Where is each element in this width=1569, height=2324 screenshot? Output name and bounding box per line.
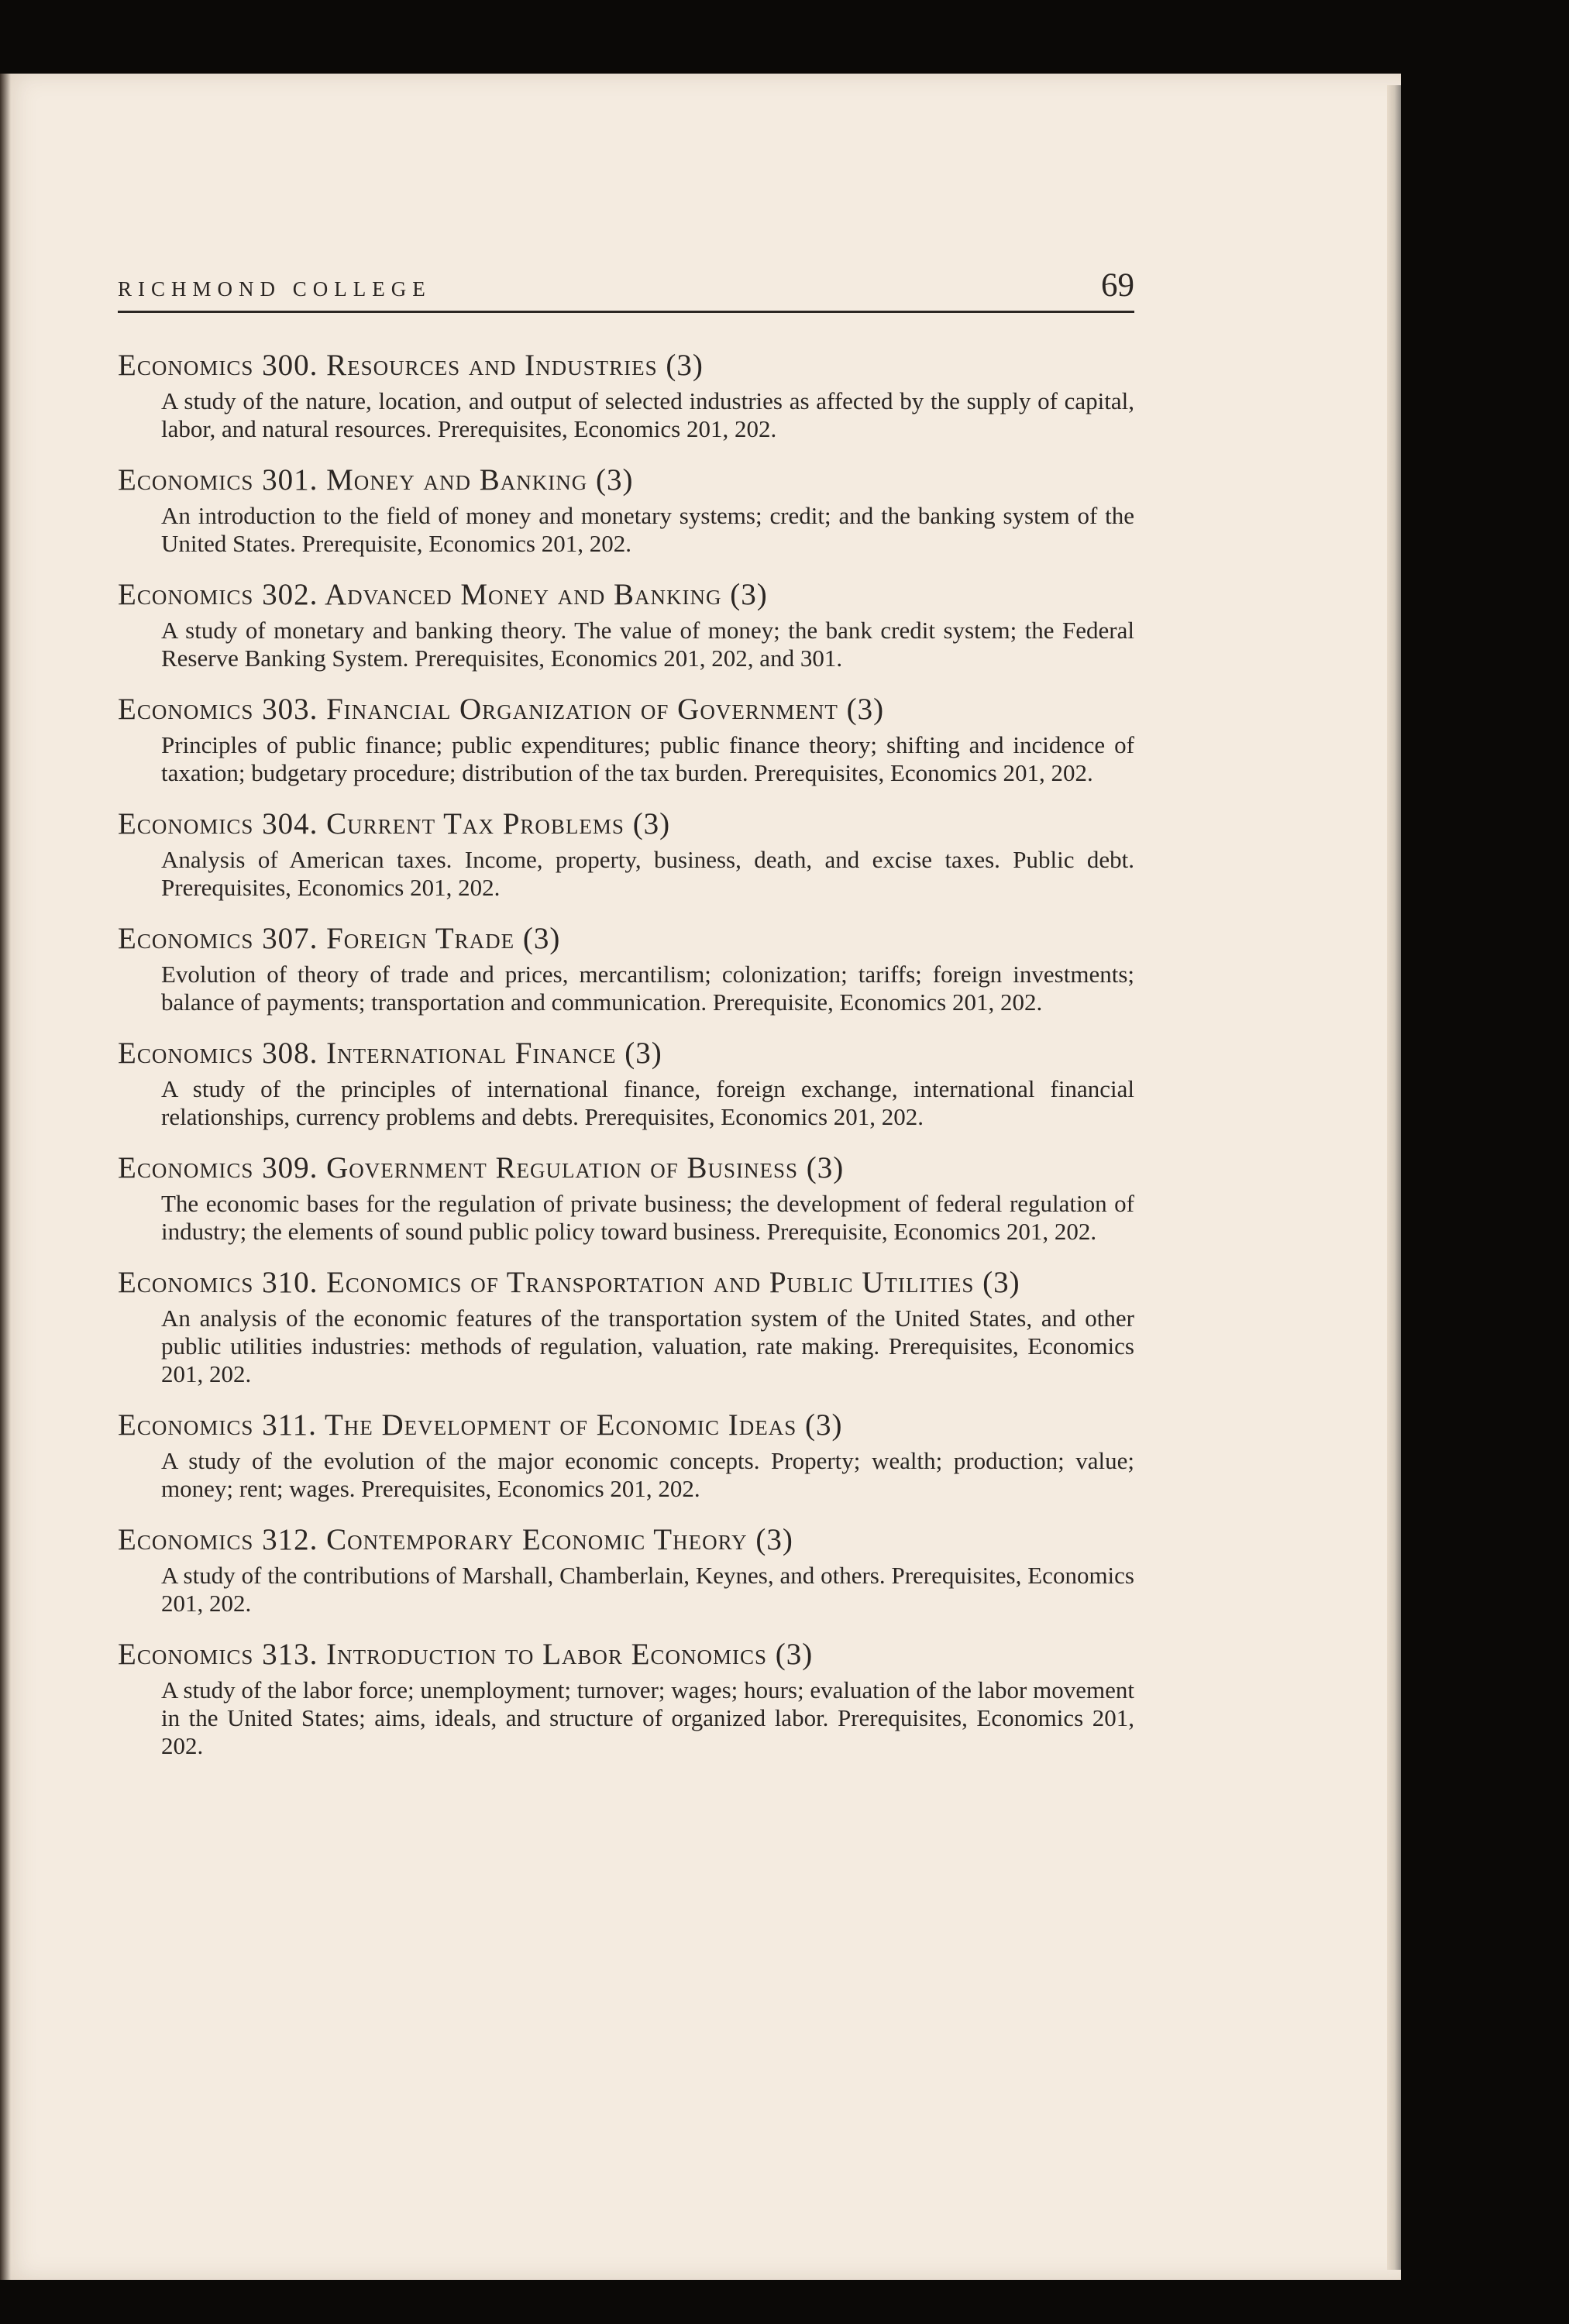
course-description: An introduction to the field of money and monetary systems; credit; and the banking system of the United States. Prerequisite, Economics 201, 202. xyxy=(161,502,1134,557)
course-title: Economics 302. Advanced Money and Banking (3) xyxy=(118,578,768,611)
course-entry xyxy=(118,1261,1134,1388)
course-description: A study of the contributions of Marshall, Chamberlain, Keynes, and others. Prerequisites, Economics 201, 202. xyxy=(161,1562,1134,1617)
running-header xyxy=(118,260,1134,313)
page-number: 69 xyxy=(1101,267,1134,304)
course-description: An analysis of the economic features of the transportation system of the United States, and other public utilities industries: methods of regulation, valuation, rate making. Prerequisites, Economics 201, 202. xyxy=(161,1305,1134,1387)
course-description: Principles of public finance; public expenditures; public finance theory; shifting and incidence of taxation; budgetary procedure; distribution of the tax burden. Prerequisites, Economics 201, 202. xyxy=(161,731,1134,786)
course-list xyxy=(118,344,1134,1760)
course-description: A study of monetary and banking theory. The value of money; the bank credit system; the Federal Reserve Banking System. Prerequisites, Economics 201, 202, and 301. xyxy=(161,617,1134,672)
course-entry xyxy=(118,1032,1134,1131)
course-entry xyxy=(118,917,1134,1016)
course-entry xyxy=(118,803,1134,902)
page-edge xyxy=(1387,85,1401,2270)
college-name: RICHMOND COLLEGE xyxy=(118,277,432,301)
course-title: Economics 310. Economics of Transportation and Public Utilities (3) xyxy=(118,1266,1020,1299)
course-title: Economics 307. Foreign Trade (3) xyxy=(118,922,561,955)
gutter-shadow xyxy=(0,74,11,2280)
course-title: Economics 308. International Finance (3) xyxy=(118,1037,662,1070)
course-entry xyxy=(118,459,1134,558)
course-entry xyxy=(118,1404,1134,1503)
course-entry xyxy=(118,1633,1134,1760)
course-description: A study of the evolution of the major economic concepts. Property; wealth; production; value; money; rent; wages. Prerequisites, Economics 201, 202. xyxy=(161,1447,1134,1502)
course-title: Economics 313. Introduction to Labor Economics (3) xyxy=(118,1638,814,1671)
course-title: Economics 312. Contemporary Economic Theory (3) xyxy=(118,1523,793,1556)
course-description: Analysis of American taxes. Income, property, business, death, and excise taxes. Public debt. Prerequisites, Economics 201, 202. xyxy=(161,846,1134,901)
course-title: Economics 311. The Development of Economic Ideas (3) xyxy=(118,1408,843,1442)
course-entry xyxy=(118,1518,1134,1618)
course-description: Evolution of theory of trade and prices, mercantilism; colonization; tariffs; foreign investments; balance of payments; transportation and communication. Prerequisite, Economics 201, 202. xyxy=(161,961,1134,1016)
page-content xyxy=(118,260,1134,1776)
course-title: Economics 301. Money and Banking (3) xyxy=(118,463,634,497)
course-description: A study of the labor force; unemployment; turnover; wages; hours; evaluation of the labor movement in the United States; aims, ideals, and structure of organized labor. Prerequisites, Economics 201, 202. xyxy=(161,1676,1134,1759)
course-entry xyxy=(118,344,1134,443)
course-entry xyxy=(118,688,1134,787)
course-description: The economic bases for the regulation of private business; the development of federal regulation of industry; the elements of sound public policy toward business. Prerequisite, Economics 201, 202. xyxy=(161,1190,1134,1245)
course-title: Economics 304. Current Tax Problems (3) xyxy=(118,807,671,841)
course-entry xyxy=(118,573,1134,672)
course-description: A study of the principles of international finance, foreign exchange, international financial relationships, currency problems and debts. Prerequisites, Economics 201, 202. xyxy=(161,1075,1134,1130)
course-entry xyxy=(118,1147,1134,1246)
course-description: A study of the nature, location, and output of selected industries as affected by the supply of capital, labor, and natural resources. Prerequisites, Economics 201, 202. xyxy=(161,387,1134,442)
course-title: Economics 300. Resources and Industries (3) xyxy=(118,349,704,382)
course-title: Economics 309. Government Regulation of Business (3) xyxy=(118,1151,845,1184)
course-title: Economics 303. Financial Organization of Government (3) xyxy=(118,693,885,726)
